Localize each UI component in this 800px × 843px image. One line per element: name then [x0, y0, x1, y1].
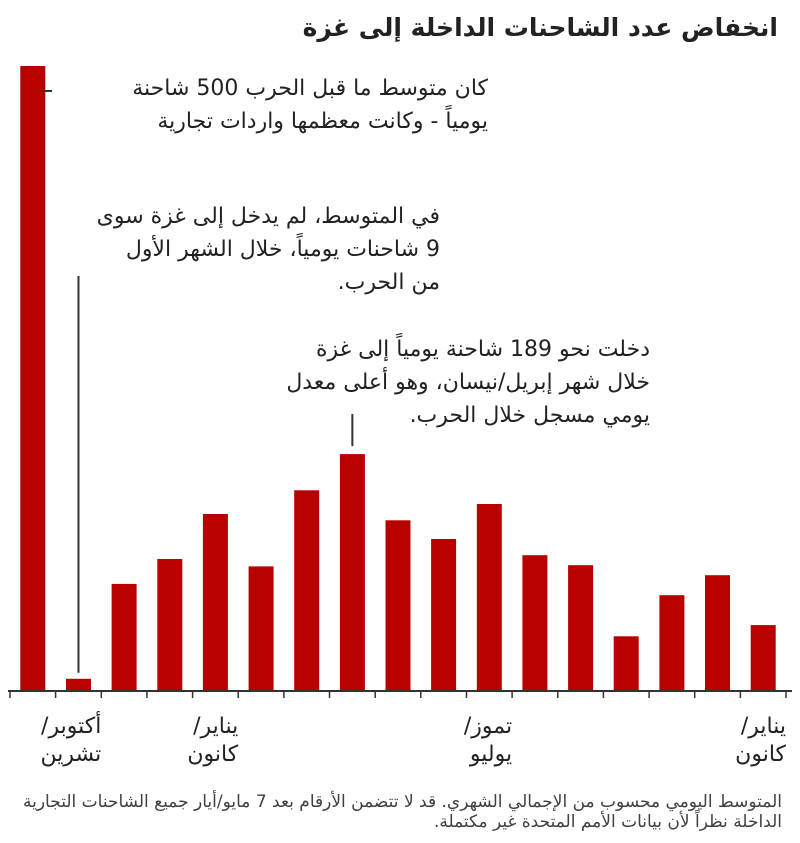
x-tick-label: يناير/ كانون: [187, 714, 239, 767]
bar: [66, 679, 91, 690]
bar: [659, 595, 684, 690]
bar: [522, 555, 547, 690]
x-tick-label: تموز/ يوليو: [463, 714, 513, 767]
bar: [386, 520, 411, 690]
chart-title: انخفاض عدد الشاحنات الداخلة إلى غزة: [302, 13, 778, 42]
annotation-april-peak: دخلت نحو 189 شاحنة يومياً إلى غزة خلال شهر إبريل/نيسان، وهو أعلى معدل يومي مسجل خلال الحرب.: [286, 337, 650, 428]
bar: [249, 566, 274, 690]
bar: [477, 504, 502, 690]
bar: [340, 454, 365, 690]
bar: [20, 66, 45, 690]
bar: [157, 559, 182, 690]
chart-footnote: المتوسط اليومي محسوب من الإجمالي الشهري. قد لا تتضمن الأرقام بعد 7 مايو/أيار جميع الشاحنات التجارية الداخلة نظراً لأن بيانات الأمم المتحدة غير مكتملة.: [23, 792, 782, 832]
bar: [431, 539, 456, 690]
annotation-pre-war: كان متوسط ما قبل الحرب 500 شاحنة يومياً - وكانت معظمها واردات تجارية: [132, 76, 488, 134]
bar: [705, 575, 730, 690]
bar: [112, 584, 137, 690]
x-tick-label: يناير/ كانون: [735, 714, 786, 767]
bar: [294, 490, 319, 690]
annotation-first-month: في المتوسط، لم يدخل إلى غزة سوى 9 شاحنات يومياً، خلال الشهر الأول من الحرب.: [96, 204, 440, 295]
x-tick-label: أكتوبر/تشرين: [40, 714, 102, 767]
bar: [614, 636, 639, 690]
bar: [203, 514, 228, 690]
bar: [751, 625, 776, 690]
bar: [568, 565, 593, 690]
